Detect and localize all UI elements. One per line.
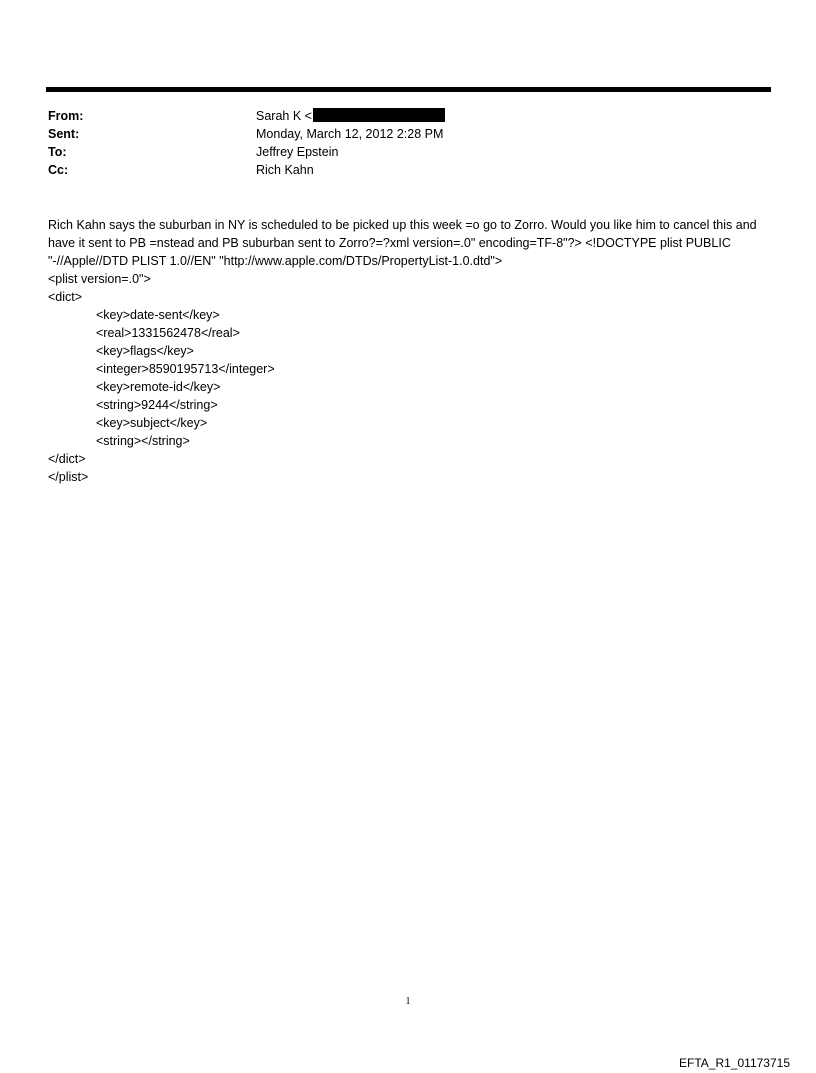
page-number: 1 [405, 996, 411, 1007]
real-value: <real>1331562478</real> [96, 326, 240, 340]
dict-close: </dict> [48, 452, 86, 466]
to-value: Jeffrey Epstein [256, 145, 339, 159]
key-subject: <key>subject</key> [96, 416, 208, 430]
cc-label: Cc: [48, 163, 69, 177]
string-remote-id: <string>9244</string> [96, 398, 218, 412]
key-date-sent: <key>date-sent</key> [96, 308, 220, 322]
string-subject: <string></string> [96, 434, 190, 448]
plist-close: </plist> [48, 470, 89, 484]
redaction-block [313, 108, 445, 122]
bates-number: EFTA_R1_01173715 [679, 1056, 790, 1070]
from-value [256, 107, 445, 125]
sent-label: Sent: [48, 127, 80, 141]
from-label: From: [48, 109, 84, 123]
key-flags: <key>flags</key> [96, 344, 194, 358]
header-divider [46, 87, 771, 92]
dict-open: <dict> [48, 290, 83, 304]
email-body [48, 216, 778, 486]
to-label: To: [48, 145, 67, 159]
body-paragraph: Rich Kahn says the suburban in NY is scheduled to be picked up this week =o go to Zorro. Would you like him to cancel this and have it sent to PB =nstead and PB suburban sent to Zorro?=?xml version=.0" encoding=TF-8"?> <!DOCTYPE plist PUBLIC "-//Apple//DTD PLIST 1.0//EN" "http://www.apple.com/DTDs/PropertyList-1.0.dtd"> [48, 218, 757, 268]
integer-value: <integer>8590195713</integer> [96, 362, 275, 376]
plist-open: <plist version=.0"> [48, 272, 151, 286]
from-sender: Sarah K < [256, 109, 312, 123]
cc-value: Rich Kahn [256, 163, 314, 177]
sent-value: Monday, March 12, 2012 2:28 PM [256, 127, 444, 141]
key-remote-id: <key>remote-id</key> [96, 380, 221, 394]
